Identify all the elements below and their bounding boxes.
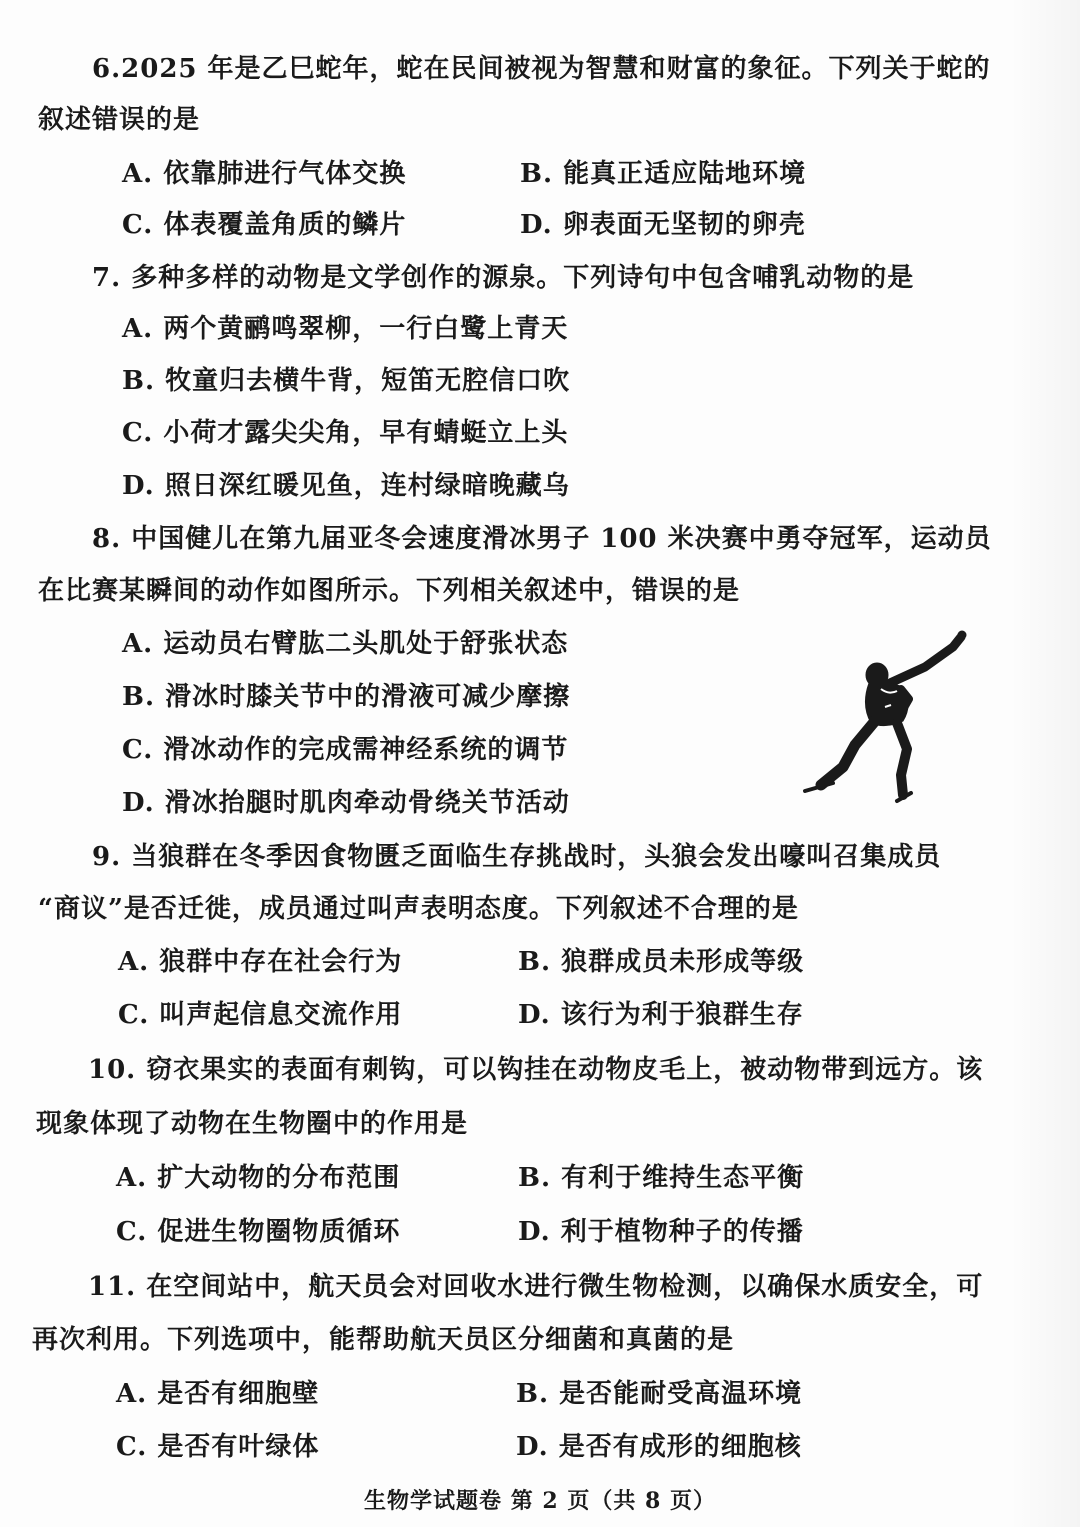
q10-stem-line1: 10. 窃衣果实的表面有刺钩，可以钩挂在动物皮毛上，被动物带到远方。该 bbox=[88, 1055, 984, 1085]
q7-option-d: D. 照日深红暖见鱼，连村绿暗晚藏乌 bbox=[122, 471, 570, 501]
q8-option-d: D. 滑冰抬腿时肌肉牵动骨绕关节活动 bbox=[122, 788, 570, 818]
q6-option-c: C. 体表覆盖角质的鳞片 bbox=[122, 210, 407, 240]
q6-stem-line2: 叙述错误的是 bbox=[38, 105, 201, 135]
q8-stem-line2: 在比赛某瞬间的动作如图所示。下列相关叙述中，错误的是 bbox=[38, 576, 741, 606]
q6-stem-line1: 6.2025 年是乙巳蛇年，蛇在民间被视为智慧和财富的象征。下列关于蛇的 bbox=[92, 54, 991, 84]
q7-option-c: C. 小荷才露尖尖角，早有蜻蜓立上头 bbox=[122, 418, 569, 448]
q8-stem-line1: 8. 中国健儿在第九届亚冬会速度滑冰男子 100 米决赛中勇夺冠军，运动员 bbox=[92, 524, 992, 554]
q9-stem-line1: 9. 当狼群在冬季因食物匮乏面临生存挑战时，头狼会发出嚎叫召集成员 bbox=[92, 842, 942, 872]
q9-option-b: B. 狼群成员未形成等级 bbox=[518, 947, 805, 977]
q9-option-c: C. 叫声起信息交流作用 bbox=[118, 1000, 403, 1030]
q10-option-c: C. 促进生物圈物质循环 bbox=[116, 1217, 401, 1247]
q11-stem-line1: 11. 在空间站中，航天员会对回收水进行微生物检测，以确保水质安全，可 bbox=[88, 1272, 984, 1302]
q11-option-a: A. 是否有细胞壁 bbox=[116, 1379, 320, 1409]
q9-option-a: A. 狼群中存在社会行为 bbox=[118, 947, 403, 977]
q11-option-c: C. 是否有叶绿体 bbox=[116, 1432, 320, 1462]
page-footer: 生物学试题卷 第 2 页（共 8 页） bbox=[364, 1488, 716, 1514]
q6-option-b: B. 能真正适应陆地环境 bbox=[520, 159, 807, 189]
q10-option-b: B. 有利于维持生态平衡 bbox=[518, 1163, 805, 1193]
q7-option-b: B. 牧童归去横牛背，短笛无腔信口吹 bbox=[122, 366, 571, 396]
q10-stem-line2: 现象体现了动物在生物圈中的作用是 bbox=[36, 1109, 469, 1139]
q11-option-b: B. 是否能耐受高温环境 bbox=[516, 1379, 803, 1409]
q7-option-a: A. 两个黄鹂鸣翠柳，一行白鹭上青天 bbox=[122, 314, 569, 344]
q10-option-a: A. 扩大动物的分布范围 bbox=[116, 1163, 401, 1193]
q6-option-d: D. 卵表面无坚韧的卵壳 bbox=[520, 210, 806, 240]
q8-option-c: C. 滑冰动作的完成需神经系统的调节 bbox=[122, 735, 569, 765]
q11-stem-line2: 再次利用。下列选项中，能帮助航天员区分细菌和真菌的是 bbox=[32, 1325, 735, 1355]
q7-stem-line1: 7. 多种多样的动物是文学创作的源泉。下列诗句中包含哺乳动物的是 bbox=[92, 263, 915, 293]
q8-option-b: B. 滑冰时膝关节中的滑液可减少摩擦 bbox=[122, 682, 571, 712]
q6-option-a: A. 依靠肺进行气体交换 bbox=[122, 159, 407, 189]
speed-skater-figure bbox=[785, 625, 975, 805]
q11-option-d: D. 是否有成形的细胞核 bbox=[516, 1432, 802, 1462]
page-edge-shadow bbox=[1010, 0, 1080, 1527]
q9-stem-line2: “商议”是否迁徙，成员通过叫声表明态度。下列叙述不合理的是 bbox=[38, 894, 799, 924]
q10-option-d: D. 利于植物种子的传播 bbox=[518, 1217, 804, 1247]
q8-option-a: A. 运动员右臂肱二头肌处于舒张状态 bbox=[122, 629, 569, 659]
q9-option-d: D. 该行为利于狼群生存 bbox=[518, 1000, 804, 1030]
